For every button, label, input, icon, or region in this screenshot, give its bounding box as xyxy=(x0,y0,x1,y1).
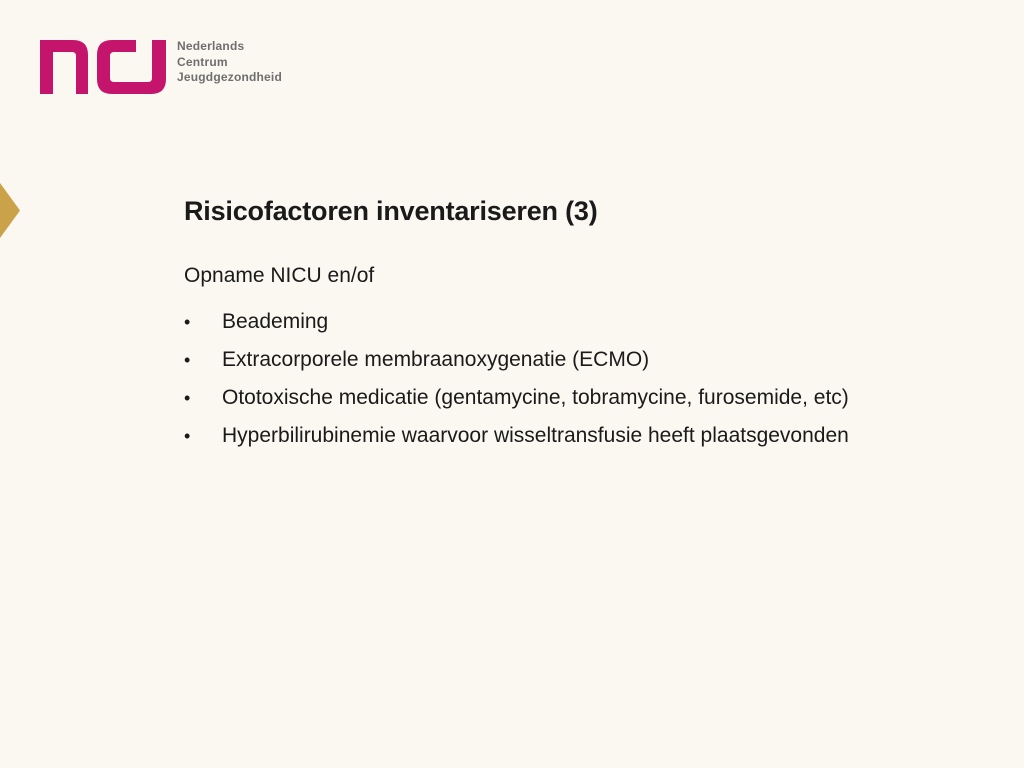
bullet-item-ototoxische-medicatie xyxy=(184,382,944,414)
logo-wordmark xyxy=(177,39,307,86)
logo-letter-j xyxy=(136,40,166,94)
bullet-text: Ototoxische medicatie (gentamycine, tobramycine, furosemide, etc) xyxy=(222,386,849,409)
logo-letter-c xyxy=(97,40,136,94)
bullet-text: Beademing xyxy=(222,310,329,333)
logo-line-2: Centrum xyxy=(177,54,228,69)
bullet-dot: • xyxy=(184,350,191,370)
side-arrow-icon xyxy=(0,183,20,238)
bullet-item-ecmo xyxy=(184,344,944,376)
ncj-logo xyxy=(40,38,300,98)
ncj-logo-mark xyxy=(40,38,168,96)
slide-subtitle: Opname NICU en/of xyxy=(184,264,375,287)
bullet-text: Extracorporele membraanoxygenatie (ECMO) xyxy=(222,348,650,371)
bullet-dot: • xyxy=(184,312,191,332)
bullet-list xyxy=(184,306,944,458)
slide-title: Risicofactoren inventariseren (3) xyxy=(184,196,598,226)
logo-line-3: Jeugdgezondheid xyxy=(177,70,282,84)
bullet-item-hyperbilirubinemie xyxy=(184,420,944,452)
bullet-dot: • xyxy=(184,426,191,446)
bullet-dot: • xyxy=(184,388,191,408)
logo-line-1: Nederlands xyxy=(177,39,245,53)
logo-letter-n xyxy=(40,40,88,94)
bullet-item-beademing xyxy=(184,306,944,338)
bullet-text: Hyperbilirubinemie waarvoor wisseltransfusie heeft plaatsgevonden xyxy=(222,424,849,447)
